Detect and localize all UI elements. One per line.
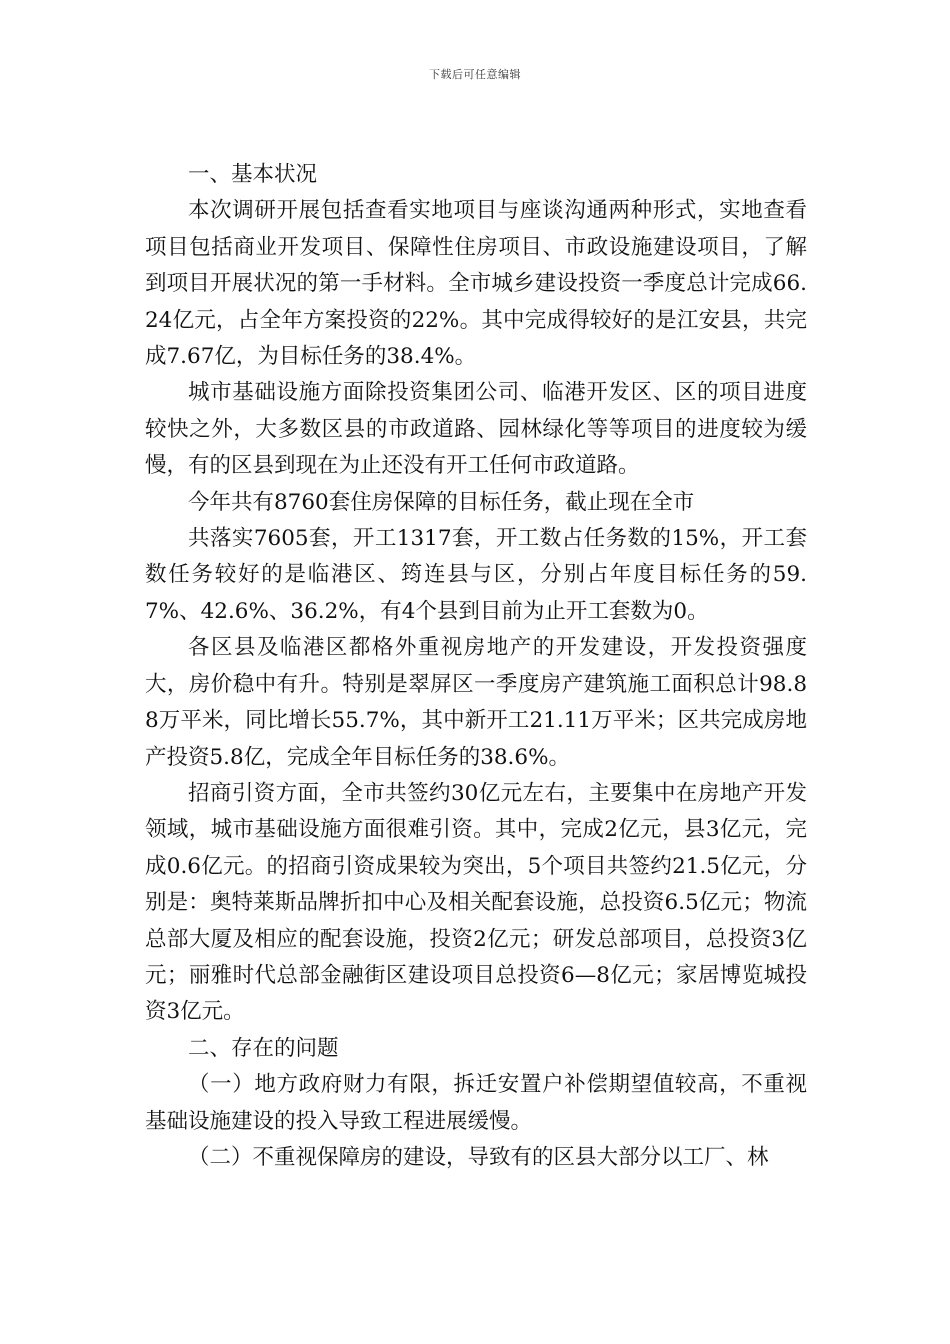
page-header: 下载后可任意编辑	[429, 68, 521, 81]
paragraph-infrastructure: 城市基础设施方面除投资集团公司、临港开发区、区的项目进度较快之外，大多数区县的市政道路、园林绿化等等项目的进度较为缓慢，有的区县到现在为止还没有开工任何市政道路。	[145, 380, 807, 479]
section-heading-basic-situation: 一、基本状况	[188, 162, 318, 187]
paragraph-real-estate: 各区县及临港区都格外重视房地产的开发建设，开发投资强度大，房价稳中有升。特别是翠屏区一季度房产建筑施工面积总计98.88万平米，同比增长55.7%，其中新开工21.11万平米；区共完成房地产投资5.8亿，完成全年目标任务的38.6%。	[145, 635, 807, 770]
paragraph-housing-target: 今年共有8760套住房保障的目标任务，截止现在全市	[188, 489, 695, 515]
section-heading-problems: 二、存在的问题	[188, 1035, 339, 1061]
document-body	[145, 157, 807, 1176]
paragraph-housing-progress: 共落实7605套，开工1317套，开工数占任务数的15%，开工套数任务较好的是临港区、筠连县与区，分别占年度目标任务的59.7%、42.6%、36.2%，有4个县到目前为止开工套数为0。	[145, 526, 807, 624]
paragraph-investment-attraction: 招商引资方面，全市共签约30亿元左右，主要集中在房地产开发领域，城市基础设施方面很难引资。其中，完成2亿元，县3亿元，完成0.6亿元。的招商引资成果较为突出，5个项目共签约21.5亿元，分别是：奥特莱斯品牌折扣中心及相关配套设施，总投资6.5亿元；物流总部大厦及相应的配套设施，投资2亿元；研发总部项目，总投资3亿元；丽雅时代总部金融街区建设项目总投资6—8亿元；家居博览城投资3亿元。	[145, 780, 807, 1025]
problem-item-1: （一）地方政府财力有限，拆迁安置户补偿期望值较高，不重视基础设施建设的投入导致工程进展缓慢。	[145, 1072, 807, 1134]
paragraph-overview: 本次调研开展包括查看实地项目与座谈沟通两种形式，实地查看项目包括商业开发项目、保障性住房项目、市政设施建设项目，了解到项目开展状况的第一手材料。全市城乡建设投资一季度总计完成66.24亿元，占全年方案投资的22%。其中完成得较好的是江安县，共完成7.67亿，为目标任务的38.4%。	[145, 198, 807, 370]
problem-item-2: （二）不重视保障房的建设，导致有的区县大部分以工厂、林	[188, 1144, 769, 1170]
